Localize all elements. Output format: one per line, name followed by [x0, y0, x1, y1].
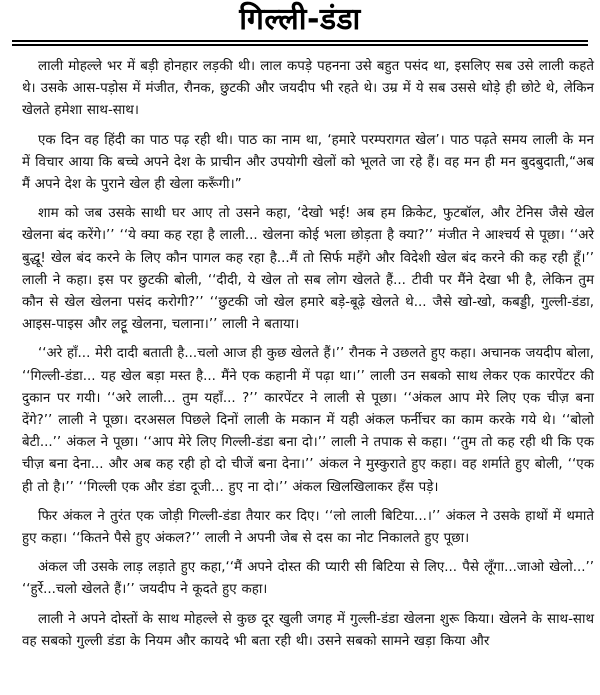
paragraph-6: अंकल जी उसके लाड़ लड़ाते हुए कहा,‘‘मैं अपने दोस्त की प्यारी सी बिटिया से लिए... पैसे लूँगा...जाओ खेलो...’’ ‘‘हुर्रे...चलो खेलते हैं।’’ जयदीप ने कूदते हुए कहा।	[22, 560, 594, 598]
paragraph-3: शाम को जब उसके साथी घर आए तो उसने कहा, ‘देखो भई! अब हम क्रिकेट, फुटबॉल, और टेनिस जैसे खेल खेलना बंद करेंगे।’’ ‘‘ये क्या कह रहा है लाली... खेलना कोई भला छोड़ता है क्या?’’ मंजीत ने आश्चर्य से पूछा। ‘‘अरे बुद्धू! खेल बंद करने के लिए कौन पागल कह रहा है...मैं तो सिर्फ महँगे और विदेशी खेल बंद करने की कह रही हूँ।’’ लाली ने कहा। इस पर छुटकी बोली, ‘‘दीदी, ये खेल तो सब लोग खेलते हैं... टीवी पर मैंने देखा भी है, लेकिन तुम कौन से खेल खेलना पसंद करोगी?’’ ‘‘छुटकी जो खेल हमारे बड़े-बूढ़े खेलते थे... जैसे खो-खो, कबड्डी, गुल्ली-डंडा, आइस-पाइस और लट्टू खेलना, चलाना।’’ लाली ने बताया।	[22, 206, 594, 333]
page-title: गिल्ली-डंडा	[239, 2, 361, 37]
paragraph-4: ‘‘अरे हाँ... मेरी दादी बताती है...चलो आज ही कुछ खेलते हैं।’’ रौनक ने उछलते हुए कहा। अचानक जयदीप बोला, ‘‘गिल्ली-डंडा... यह खेल बड़ा मस्त है... मैंने एक कहानी में पढ़ा था।’’ लाली उन सबको साथ लेकर एक कारपेंटर की दुकान पर गयी। ‘‘अरे लाली... तुम यहाँ... ?’’ कारपेंटर ने लाली से पूछा। ‘‘अंकल आप मेरे लिए एक चीज़ बना देंगे?’’ लाली ने पूछा। दरअसल पिछले दिनों लाली के मकान में यही अंकल फर्नीचर का काम करके गये थे। ‘‘बोलो बेटी...’’ अंकल ने पूछा। ‘‘आप मेरे लिए गिल्ली-डंडा बना दो।’’ लाली ने तपाक से कहा। ‘‘तुम तो कह रही थी कि एक चीज़ बना देना... और अब कह रही हो दो चीजें बना देना।’’ अंकल ने मुस्कुराते हुए कहा। वह शर्माते हुए बोली, ‘‘एक ही तो है।’’ ‘‘गिल्ली एक और डंडा दूजी... हुए ना दो।’’ अंकल खिलखिलाकर हँस पड़े।	[22, 346, 595, 495]
paragraph-7: लाली ने अपने दोस्तों के साथ मोहल्ले से कुछ दूर खुली जगह में गुल्ली-डंडा खेलना शुरू किया। खेलने के साथ-साथ वह सबको गुल्ली डंडा के नियम और कायदे भी बता रही थी। उसने सबको सामने खड़ा किया और	[22, 611, 594, 649]
paragraph-5: फिर अंकल ने तुरंत एक जोड़ी गिल्ली-डंडा तैयार कर दिए। ‘‘लो लाली बिटिया...।’’ अंकल ने उसके हाथों में थमाते हुए कहा। ‘‘कितने पैसे हुए अंकल?’’ लाली ने अपनी जेब से दस का नोट निकालते हुए पूछा।	[22, 508, 594, 547]
paragraph-2: एक दिन वह हिंदी का पाठ पढ़ रही थी। पाठ का नाम था, ‘हमारे परम्परागत खेल’। पाठ पढ़ते समय लाली के मन में विचार आया कि बच्चे अपने देश के प्राचीन और उपयोगी खेलों को भूलते जा रहे हैं। वह मन ही मन बुदबुदाती,“अब मैं अपने देश के पुराने खेल ही खेला करूँगी।”	[22, 132, 594, 193]
story-body	[22, 56, 594, 660]
title-area	[0, 0, 600, 42]
title-rule-bottom	[12, 44, 588, 46]
title-rule-top	[12, 40, 588, 42]
paragraph-1: लाली मोहल्ले भर में बड़ी होनहार लड़की थी। लाल कपड़े पहनना उसे बहुत पसंद था, इसलिए सब उसे लाली कहते थे। उसके आस-पड़ोस में मंजीत, रौनक, छुटकी और जयदीप भी रहते थे। उम्र में ये सब उससे थोड़े ही छोटे थे, लेकिन खेलते हमेशा साथ-साथ।	[22, 59, 594, 119]
